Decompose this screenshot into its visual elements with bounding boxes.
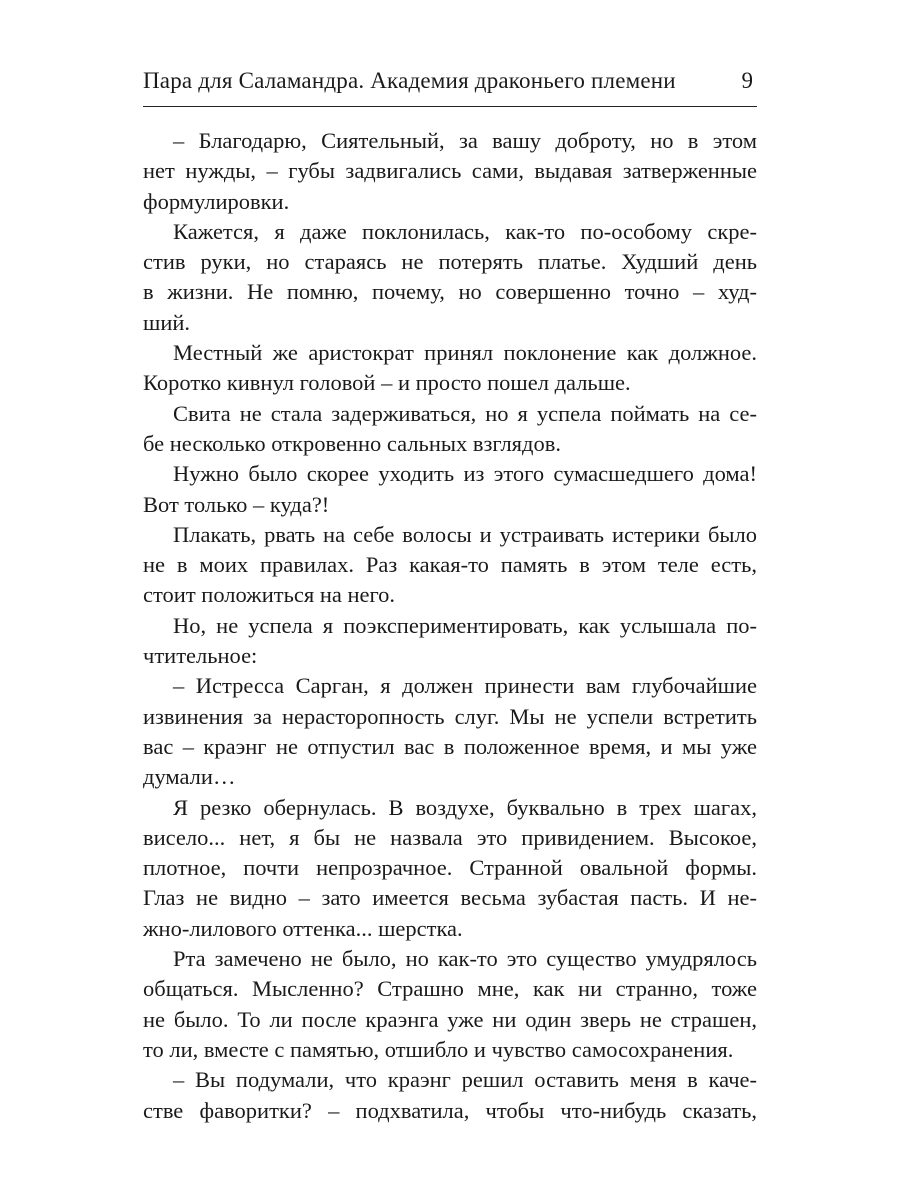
page-body: [143, 126, 757, 1126]
book-title: Пара для Саламандра. Академия драконьего племени: [143, 68, 676, 93]
text-line: висело... нет, я бы не назвала это привидением. Высокое,: [143, 824, 757, 850]
text-line: Но, не успела я поэкспериментировать, как услышала по-: [173, 612, 757, 638]
text-line: стве фаворитки? – подхватила, чтобы что-нибудь сказать,: [143, 1097, 757, 1123]
text-line: Кажется, я даже поклонилась, как-то по-особому скре-: [173, 218, 757, 244]
text-line: Глаз не видно – зато имеется весьма зубастая пасть. И не-: [143, 885, 757, 911]
text-line: общаться. Мысленно? Страшно мне, как ни странно, тоже: [143, 976, 757, 1002]
text-line: в жизни. Не помню, почему, но совершенно точно – худ-: [143, 279, 757, 305]
text-line: чтительное:: [143, 643, 258, 669]
text-line: то ли, вместе с памятью, отшибло и чувство самосохранения.: [143, 1036, 734, 1062]
text-line: нет нужды, – губы задвигались сами, выдавая затверженные: [143, 158, 757, 184]
text-line: вас – краэнг не отпустил вас в положенное время, и мы уже: [143, 733, 757, 759]
running-head: [143, 62, 757, 107]
page-number: 9: [741, 68, 753, 93]
text-line: стив руки, но стараясь не потерять платье. Худший день: [143, 249, 757, 275]
text-line: Рта замечено не было, но как-то это существо умудрялось: [173, 946, 757, 972]
text-line: не было. То ли после краэнга уже ни один зверь не страшен,: [143, 1006, 757, 1032]
text-line: не в моих правилах. Раз какая-то память в этом теле есть,: [143, 552, 757, 578]
text-line: Плакать, рвать на себе волосы и устраивать истерики было: [173, 521, 757, 547]
text-line: думали…: [143, 764, 236, 790]
text-line: формулировки.: [143, 188, 290, 214]
text-line: – Вы подумали, что краэнг решил оставить меня в каче-: [173, 1067, 757, 1093]
text-line: Нужно было скорее уходить из этого сумасшедшего дома!: [173, 461, 757, 487]
text-line: – Благодарю, Сиятельный, за вашу доброту, но в этом: [173, 128, 757, 153]
text-line: Вот только – куда?!: [143, 491, 330, 517]
text-line: Свита не стала задерживаться, но я успела поймать на се-: [173, 400, 757, 426]
text-line: – Истресса Сарган, я должен принести вам глубочайшие: [173, 673, 757, 699]
text-line: Я резко обернулась. В воздухе, буквально в трех шагах,: [173, 794, 757, 820]
text-line: жно-лилового оттенка... шерстка.: [143, 915, 463, 941]
text-line: извинения за нерасторопность слуг. Мы не успели встретить: [143, 703, 757, 729]
text-line: Коротко кивнул головой – и просто пошел дальше.: [143, 370, 631, 396]
text-line: бе несколько откровенно сальных взглядов.: [143, 430, 561, 456]
text-line: стоит положиться на него.: [143, 582, 396, 608]
text-line: плотное, почти непрозрачное. Странной овальной формы.: [143, 855, 757, 881]
text-line: ший.: [143, 309, 191, 335]
text-line: Местный же аристократ принял поклонение как должное.: [173, 340, 757, 366]
